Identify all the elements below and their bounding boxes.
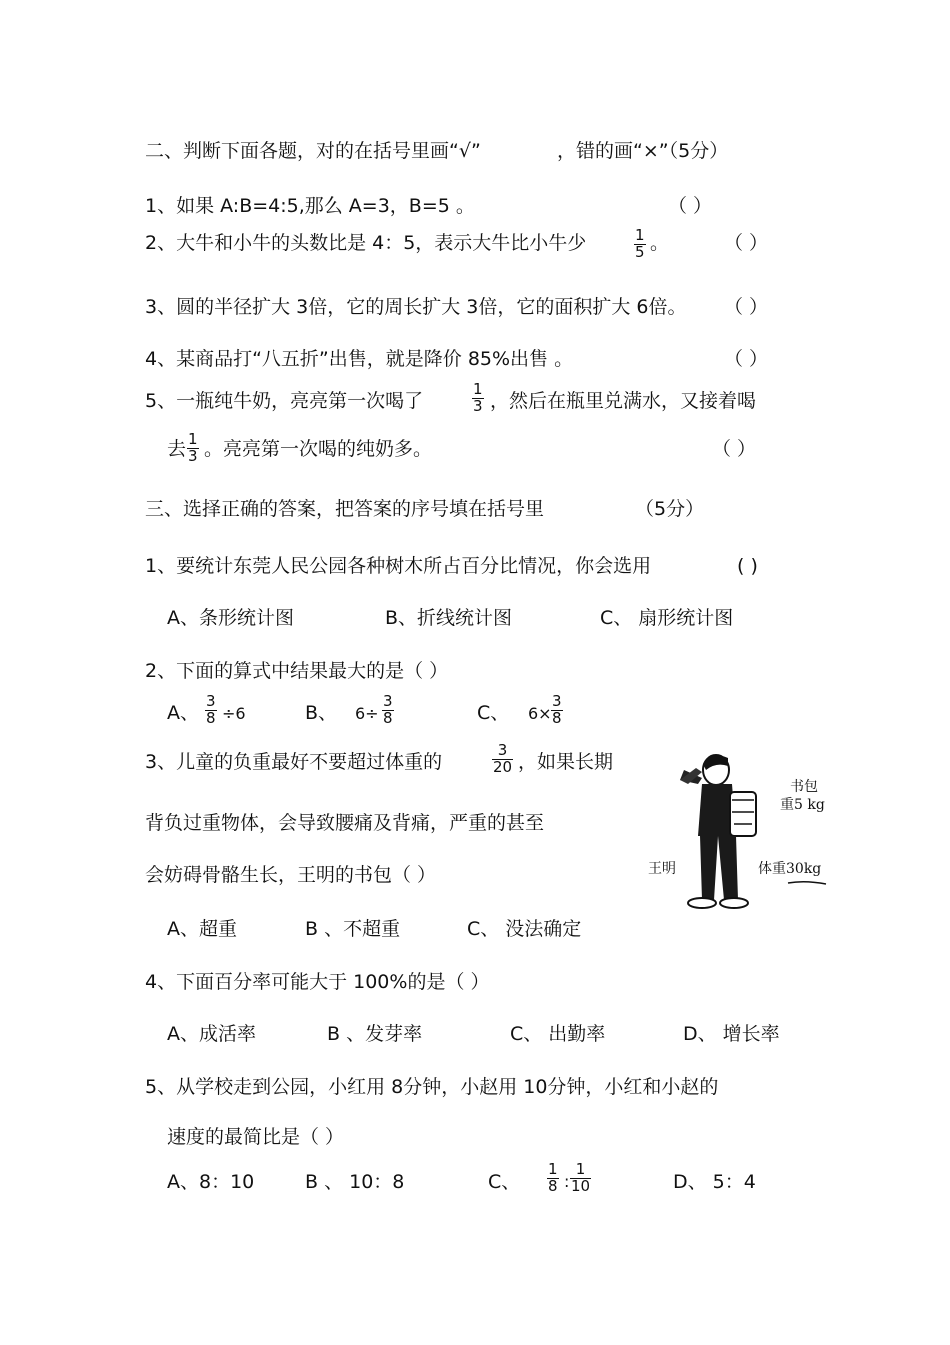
- sec3-q1-option-a[interactable]: A、条形统计图: [167, 607, 294, 629]
- sec3-q3-text: 3、儿童的负重最好不要超过体重的: [145, 751, 443, 773]
- fraction-denominator: 8: [206, 708, 216, 727]
- fraction-denominator: 8: [548, 1176, 558, 1195]
- sec3-q1-option-c[interactable]: C、 扇形统计图: [600, 607, 734, 629]
- fraction-numerator: 3: [206, 692, 216, 710]
- sec3-q3-fraction: [492, 743, 513, 776]
- sec3-q3-option-a[interactable]: A、超重: [167, 918, 237, 940]
- sec3-q2-option-b-prefix: 6÷: [355, 704, 379, 723]
- sec3-q5-option-c-fraction-1: [547, 1162, 559, 1195]
- sec3-q3-option-c[interactable]: C、 没法确定: [467, 918, 582, 940]
- sec2-q2-text-end: 。: [650, 232, 670, 254]
- sec2-q2-fraction: [634, 228, 646, 261]
- sec3-q2-option-a-label[interactable]: A、: [167, 702, 199, 724]
- fraction-numerator: 1: [635, 226, 645, 244]
- fraction-denominator: 3: [473, 396, 483, 415]
- sec2-q2-text: 2、大牛和小牛的头数比是 4：5，表示大牛比小牛少: [145, 232, 587, 254]
- section2-title: 二、判断下面各题，对的在括号里画“√”: [145, 140, 481, 162]
- sec2-q1-text: 1、如果 A:B=4:5,那么 A=3，B=5 。: [145, 195, 475, 217]
- sec3-q1-text: 1、要统计东莞人民公园各种树木所占百分比情况，你会选用: [145, 555, 652, 577]
- sec3-q2-option-a-fraction: [205, 694, 217, 727]
- sec3-q5-option-c-label[interactable]: C、: [488, 1171, 521, 1193]
- body-weight-label: 体重30kg: [758, 861, 822, 877]
- sec3-q4-option-c[interactable]: C、 出勤率: [510, 1023, 606, 1045]
- sec3-q5-option-b[interactable]: B 、 10：8: [305, 1171, 405, 1193]
- sec3-q5-text: 5、从学校走到公园，小红用 8分钟，小赵用 10分钟，小红和小赵的: [145, 1076, 719, 1098]
- sec3-q3-line3[interactable]: 会妨碍骨骼生长，王明的书包（ ）: [145, 864, 437, 886]
- sec3-q4-option-a[interactable]: A、成活率: [167, 1023, 256, 1045]
- sec2-q3-text: 3、圆的半径扩大 3倍，它的周长扩大 3倍，它的面积扩大 6倍。: [145, 296, 687, 318]
- sec3-q4-text[interactable]: 4、下面百分率可能大于 100%的是（ ）: [145, 971, 490, 993]
- sec2-q5-answer-paren[interactable]: （ ）: [712, 438, 757, 460]
- sec2-q4-text: 4、某商品打“八五折”出售，就是降价 85%出售 。: [145, 348, 574, 370]
- sec3-q2-option-c-fraction: [551, 694, 563, 727]
- sec2-q5-fraction: [472, 382, 484, 415]
- sec3-q5-option-a[interactable]: A、8：10: [167, 1171, 255, 1193]
- sec3-q4-option-b[interactable]: B 、发芽率: [327, 1023, 423, 1045]
- fraction-denominator: 8: [552, 708, 562, 727]
- sec3-q2-option-b-fraction: [382, 694, 394, 727]
- fraction-denominator: 8: [383, 708, 393, 727]
- backpack-label: 书包: [790, 779, 818, 795]
- fraction-numerator: 1: [570, 1162, 591, 1179]
- sec3-q2-option-c-prefix: 6×: [528, 704, 552, 723]
- fraction-numerator: 3: [383, 692, 393, 710]
- sec3-q1-answer-paren[interactable]: ( ): [737, 555, 758, 577]
- sec3-q2-option-a-op: ÷6: [222, 704, 246, 723]
- sec3-q2-option-b-label[interactable]: B、: [305, 702, 338, 724]
- sec3-q1-option-b[interactable]: B、折线统计图: [385, 607, 513, 629]
- section3-title: 三、选择正确的答案，把答案的序号填在括号里: [145, 498, 545, 520]
- fraction-numerator: 3: [492, 743, 513, 760]
- sec3-q2-option-c-label[interactable]: C、: [477, 702, 510, 724]
- section2-title-score: ，错的画“×”（5分）: [557, 140, 729, 162]
- sec2-q4-answer-paren[interactable]: （ ）: [724, 348, 769, 370]
- sec3-q4-option-d[interactable]: D、 增长率: [683, 1023, 780, 1045]
- sec3-q3-line2: 背负过重物体，会导致腰痛及背痛，严重的甚至: [145, 812, 545, 834]
- sec2-q5-text: 5、一瓶纯牛奶，亮亮第一次喝了: [145, 390, 424, 412]
- schoolboy-figure-icon: [640, 740, 840, 915]
- sec3-q5-option-c-fraction-2: [570, 1162, 591, 1195]
- sec2-q5-line2-start: 去: [167, 438, 187, 460]
- fraction-numerator: 1: [188, 430, 198, 448]
- fraction-numerator: 3: [552, 692, 562, 710]
- sec3-q2-text: 2、下面的算式中结果最大的是（ ）: [145, 660, 449, 682]
- sec2-q3-answer-paren[interactable]: （ ）: [724, 296, 769, 318]
- fraction-numerator: 1: [548, 1160, 558, 1178]
- fraction-denominator: 3: [188, 446, 198, 465]
- sec3-q5-line2[interactable]: 速度的最简比是（ ）: [167, 1126, 345, 1148]
- schoolboy-backpack-illustration: [640, 740, 840, 915]
- sec2-q1-answer-paren[interactable]: （ ）: [668, 195, 713, 217]
- sec2-q5-fraction-2: [187, 432, 199, 465]
- sec3-q5-option-c-sep: :: [564, 1172, 570, 1191]
- sec2-q2-answer-paren[interactable]: （ ）: [724, 232, 769, 254]
- fraction-numerator: 1: [473, 380, 483, 398]
- sec2-q5-text-cont: ，然后在瓶里兑满水，又接着喝: [490, 390, 757, 412]
- fraction-denominator: 20: [493, 757, 513, 776]
- sec3-q3-text-cont: ，如果长期: [518, 751, 614, 773]
- sec2-q5-line2: 。亮亮第一次喝的纯奶多。: [204, 438, 433, 460]
- student-name-label: 王明: [648, 861, 676, 877]
- sec3-q5-option-d[interactable]: D、 5：4: [673, 1171, 756, 1193]
- fraction-denominator: 10: [571, 1176, 591, 1195]
- section3-title-score: （5分）: [635, 498, 705, 520]
- backpack-weight-label: 重5 kg: [780, 797, 825, 813]
- fraction-denominator: 5: [635, 242, 645, 261]
- sec3-q3-option-b[interactable]: B 、不超重: [305, 918, 401, 940]
